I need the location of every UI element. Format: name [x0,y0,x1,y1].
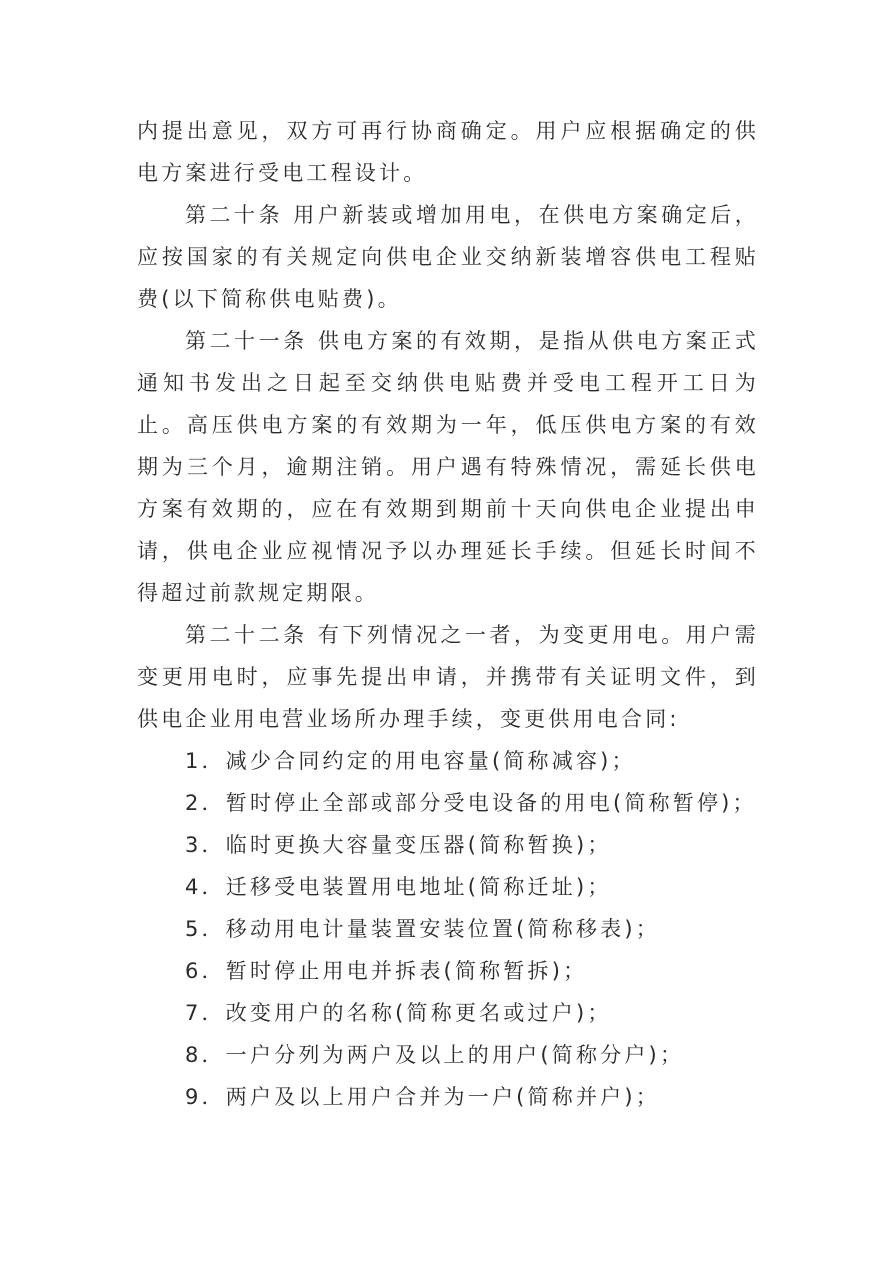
article-21-paragraph: 第二十一条 供电方案的有效期，是指从供电方案正式通知书发出之日起至交纳供电贴费并受电工程开工日为止。高压供电方案的有效期为一年，低压供电方案的有效期为三个月，逾期注销。用户遇有特殊情况，需延长供电方案有效期的，应在有效期到期前十天向供电企业提出申请，供电企业应视情况予以办理延长手续。但延长时间不得超过前款规定期限。 [137,329,759,605]
list-item: 7．改变用户的名称(简称更名或过户)； [185,1001,612,1025]
list-item: 8．一户分列为两户及以上的用户(简称分户)； [185,1043,685,1067]
list-item: 5．移动用电计量装置安装位置(简称移表)； [185,917,660,941]
list-item: 4．迁移受电装置用电地址(简称迁址)； [185,875,612,899]
list-item: 3．临时更换大容量变压器(简称暂换)； [185,833,612,857]
list-item: 9．两户及以上用户合并为一户(简称并户)； [185,1085,660,1109]
change-types-list [137,740,759,1118]
list-item: 1．减少合同约定的用电容量(简称减容)； [185,749,636,773]
article-20-paragraph: 第二十条 用户新装或增加用电，在供电方案确定后，应按国家的有关规定向供电企业交纳新装增容供电工程贴费(以下简称供电贴费)。 [137,203,759,311]
list-item: 2．暂时停止全部或部分受电设备的用电(简称暂停)； [185,791,757,815]
list-item: 6．暂时停止用电并拆表(简称暂拆)； [185,959,588,983]
paragraph-continuation: 内提出意见，双方可再行协商确定。用户应根据确定的供电方案进行受电工程设计。 [137,119,759,185]
document-body [137,110,759,1118]
article-22-paragraph: 第二十二条 有下列情况之一者，为变更用电。用户需变更用电时，应事先提出申请，并携带有关证明文件，到供电企业用电营业场所办理手续，变更供用电合同: [137,623,759,731]
